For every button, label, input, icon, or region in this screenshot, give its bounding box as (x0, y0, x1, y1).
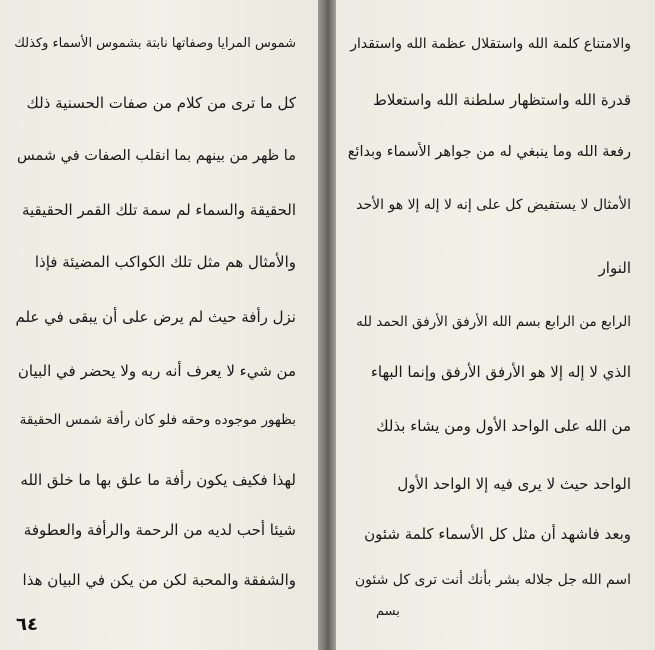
left-line-10: شيئا أحب لديه من الرحمة والرأفة والعطوفة (23, 521, 296, 539)
left-line-2: كل ما ترى من كلام من صفات الحسنية ذلك (26, 94, 296, 112)
right-line-9: الواحد حيث لا يرى فيه إلا الواحد الأول (397, 475, 631, 493)
left-line-9: لهذا فكيف يكون رأفة ما علق بها ما خلق الله (20, 471, 296, 489)
right-line-1: والامتناع كلمة الله واستقلال عظمة الله واستقدار (350, 36, 631, 52)
left-line-6: نزل رأفة حيث لم يرض على أن يبقى في علم (15, 308, 296, 326)
left-line-7: من شيء لا يعرف أنه ربه ولا يحضر في البيان (17, 362, 296, 380)
right-line-3: رفعة الله وما ينبغي له من جواهر الأسماء وبدائع (347, 144, 631, 160)
left-line-8: بظهور موجوده وحقه فلو كان رأفة شمس الحقيقة (19, 412, 296, 428)
page-number: ٦٤ (16, 614, 38, 635)
right-line-8: من الله على الواحد الأول ومن يشاء بذلك (376, 417, 631, 435)
book-gutter (318, 0, 336, 650)
left-line-5: والأمثال هم مثل تلك الكواكب المضيئة فإذا (34, 253, 296, 271)
section-heading: النوار (598, 259, 631, 277)
left-line-11: والشفقة والمحبة لكن من يكن في البيان هذا (22, 571, 296, 589)
right-line-6: الرابع من الرابع بسم الله الأرفق الأرفق الحمد لله (356, 314, 631, 330)
left-line-4: الحقيقة والسماء لم سمة تلك القمر الحقيقية (21, 201, 296, 219)
right-line-7: الذي لا إله إلا هو الأرفق الأرفق وإنما البهاء (370, 363, 631, 381)
left-line-1: شموس المرايا وصفاتها نابتة بشموس الأسماء وكذلك (14, 36, 296, 51)
right-page (336, 0, 655, 650)
right-line-2: قدرة الله واستظهار سلطنة الله واستعلاط (373, 91, 631, 109)
left-line-3: ما ظهر من بينهم بما انقلب الصفات في شمس (17, 148, 296, 164)
right-line-10: وبعد فاشهد أن مثل كل الأسماء كلمة شئون (364, 525, 631, 543)
catchword: بسم (376, 604, 400, 619)
left-page (0, 0, 318, 650)
right-line-4: الأمثال لا يستفيض كل على إنه لا إله إلا هو الأحد (356, 197, 631, 213)
right-line-11: اسم الله جل جلاله بشر بأنك أنت ترى كل شئون (354, 572, 631, 588)
